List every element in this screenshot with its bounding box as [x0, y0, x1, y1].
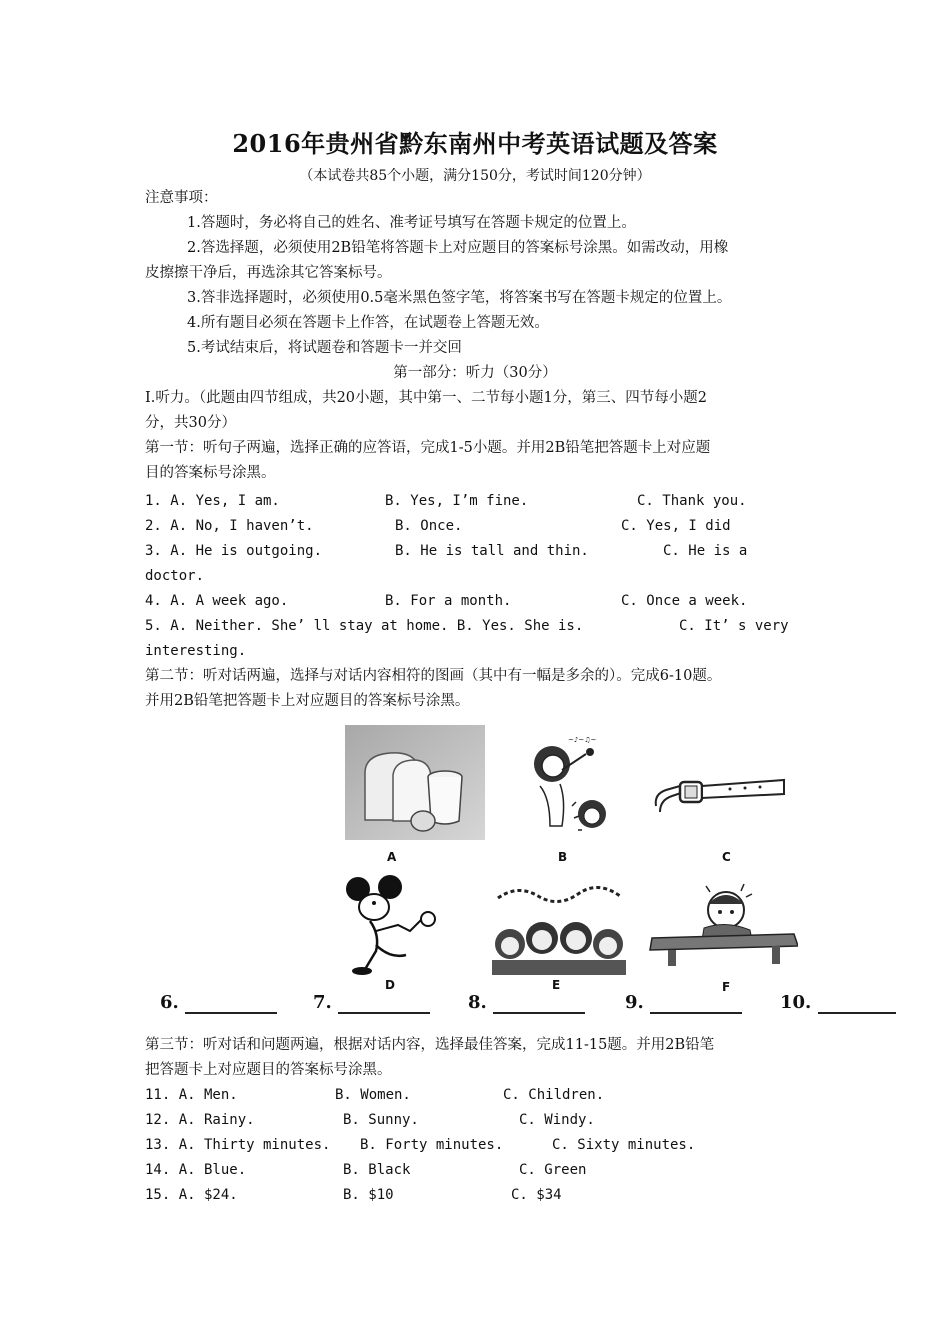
answer-blank-6[interactable] [185, 1012, 277, 1014]
option-c: C. Thank you. [637, 493, 747, 509]
option-c: C. Sixty minutes. [552, 1137, 696, 1153]
blank-label-7: 7. [313, 992, 332, 1013]
option-a: 3. A. He is outgoing. [145, 543, 323, 559]
section2-instructions: 第二节：听对话两遍，选择与对话内容相符的图画（其中有一幅是多余的）。完成6-10题。 [145, 668, 722, 684]
section1-instructions: 第一节：听句子两遍，选择正确的应答语，完成1-5小题。并用2B铅笔把答题卡上对应题 [145, 440, 711, 456]
option-c: C. Once a week. [621, 593, 748, 609]
picture-label-e: E [552, 978, 561, 992]
option-a: 14. A. Blue. [145, 1162, 247, 1178]
svg-text:~♪~♫~: ~♪~♫~ [568, 736, 597, 744]
option-b: B. Sunny. [343, 1112, 419, 1128]
option-b: B. Yes, I’m fine. [385, 493, 529, 509]
option-c: C. It’ s very [679, 618, 789, 634]
note-item-4: 4.所有题目必须在答题卡上作答，在试题卷上答题无效。 [187, 315, 549, 331]
picture-label-c: C [722, 850, 731, 864]
option-b: B. Forty minutes. [360, 1137, 504, 1153]
listening-intro-cont: 分，共30分） [145, 415, 236, 431]
listening-intro: Ⅰ.听力。（此题由四节组成，共20小题，其中第一、二节每小题1分，第三、四节每小题2 [145, 390, 707, 406]
picture-a-bread-milk [345, 725, 485, 840]
note-item-5: 5.考试结束后，将试题卷和答题卡一并交回 [187, 340, 462, 356]
answer-blank-9[interactable] [650, 1012, 742, 1014]
section2-instructions-cont: 并用2B铅笔把答题卡上对应题目的答案标号涂黑。 [145, 693, 470, 709]
option-c: C. Children. [503, 1087, 605, 1103]
option-a: 13. A. Thirty minutes. [145, 1137, 331, 1153]
answer-blank-8[interactable] [493, 1012, 585, 1014]
question-3-wrap: doctor. [145, 568, 205, 584]
option-c: C. Windy. [519, 1112, 595, 1128]
student-desk-image [648, 880, 798, 970]
option-b: B. He is tall and thin. [395, 543, 589, 559]
bread-milk-image [345, 725, 485, 840]
picture-label-d: D [385, 978, 395, 992]
option-c: C. Yes, I did [621, 518, 731, 534]
picture-b-singer [520, 726, 620, 844]
notes-heading: 注意事项： [145, 190, 218, 206]
section3-instructions: 第三节：听对话和问题两遍，根据对话内容，选择最佳答案，完成11-15题。并用2B铅笔 [145, 1037, 715, 1053]
picture-e-party [488, 880, 628, 975]
option-a: 2. A. No, I haven’t. [145, 518, 314, 534]
question-5-wrap: interesting. [145, 643, 247, 659]
picture-label-a: A [387, 850, 397, 864]
option-a: 11. A. Men. [145, 1087, 238, 1103]
picture-label-f: F [722, 980, 731, 994]
option-b: B. For a month. [385, 593, 512, 609]
option-a: 1. A. Yes, I am. [145, 493, 280, 509]
option-a: 12. A. Rainy. [145, 1112, 255, 1128]
option-a: 4. A. A week ago. [145, 593, 289, 609]
blank-label-6: 6. [160, 992, 179, 1013]
section3-instructions-cont: 把答题卡上对应题目的答案标号涂黑。 [145, 1062, 392, 1078]
answer-blank-7[interactable] [338, 1012, 430, 1014]
option-b: B. Once. [395, 518, 463, 534]
party-image [488, 880, 628, 975]
option-b: B. Black [343, 1162, 411, 1178]
option-b: B. $10 [343, 1187, 394, 1203]
blank-label-8: 8. [468, 992, 487, 1013]
blank-label-9: 9. [625, 992, 644, 1013]
singer-image [520, 726, 620, 844]
blank-label-10: 10. [780, 992, 812, 1013]
section1-instructions-cont: 目的答案标号涂黑。 [145, 465, 276, 481]
picture-d-cartoon-mouse [340, 875, 440, 975]
option-b: B. Women. [335, 1087, 411, 1103]
option-a-b: 5. A. Neither. She’ ll stay at home. B. Yes. She is. [145, 618, 584, 634]
exam-info: （本试卷共85个小题，满分150分，考试时间120分钟） [299, 168, 651, 184]
picture-c-watch [650, 772, 790, 822]
cartoon-mouse-image [340, 875, 440, 975]
note-item-2-cont: 皮擦擦干净后，再选涂其它答案标号。 [145, 265, 392, 281]
option-c: C. He is a [663, 543, 748, 559]
part1-heading: 第一部分：听力（30分） [393, 365, 557, 381]
note-item-3: 3.答非选择题时，必须使用0.5毫米黑色签字笔，将答案书写在答题卡规定的位置上。 [187, 290, 732, 306]
answer-blank-10[interactable] [818, 1012, 896, 1014]
picture-f-student-at-desk [648, 880, 798, 970]
picture-label-b: B [558, 850, 568, 864]
note-item-1: 1.答题时，务必将自己的姓名、准考证号填写在答题卡规定的位置上。 [187, 215, 636, 231]
note-item-2: 2.答选择题，必须使用2B铅笔将答题卡上对应题目的答案标号涂黑。如需改动，用橡 [187, 240, 729, 256]
page-title: 2016年贵州省黔东南州中考英语试题及答案 [232, 129, 718, 158]
watch-image [650, 772, 790, 822]
option-c: C. Green [519, 1162, 587, 1178]
option-a: 15. A. $24. [145, 1187, 238, 1203]
option-c: C. $34 [511, 1187, 562, 1203]
